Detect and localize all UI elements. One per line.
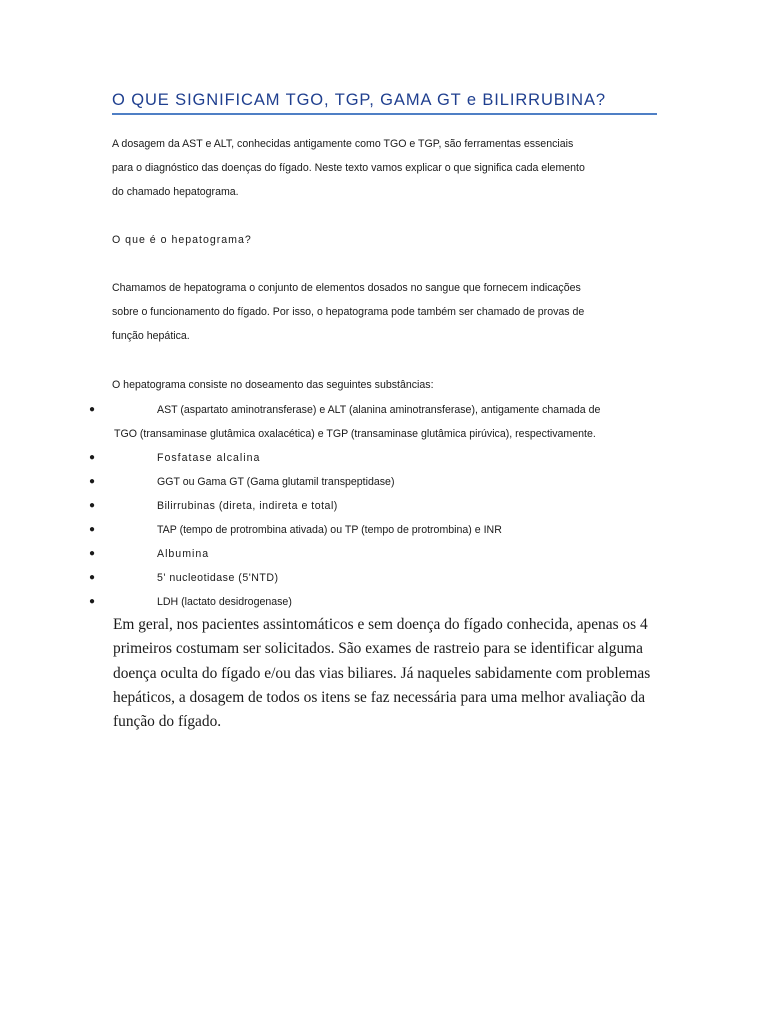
closing-line-1: Em geral, nos pacientes assintomáticos e sem doença do fígado conhecida, apenas os 4 — [113, 616, 648, 633]
list-item — [0, 566, 768, 590]
bullet-icon: ● — [89, 500, 96, 511]
bullet-icon: ● — [89, 524, 96, 535]
list-intro: O hepatograma consiste no doseamento das seguintes substâncias: — [112, 379, 434, 391]
document-title: O QUE SIGNIFICAM TGO, TGP, GAMA GT e BILIRRUBINA? — [112, 91, 657, 115]
section-question: O que é o hepatograma? — [112, 234, 252, 246]
list-item — [0, 542, 768, 566]
list-item-text: TAP (tempo de protrombina ativada) ou TP (tempo de protrombina) e INR — [157, 524, 502, 536]
closing-line-2: primeiros costumam ser solicitados. São exames de rastreio para se identificar alguma — [113, 640, 643, 658]
bullet-icon: ● — [89, 548, 96, 559]
list-item — [0, 590, 768, 614]
bullet-icon: ● — [89, 452, 96, 463]
closing-line-3: doença oculta do fígado e/ou das vias biliares. Já naqueles sabidamente com problemas — [113, 664, 651, 682]
list-item-text: Fosfatase alcalina — [157, 452, 261, 464]
definition-line-3: função hepática. — [112, 330, 190, 342]
list-item — [0, 446, 768, 470]
definition-line-2: sobre o funcionamento do fígado. Por isso, o hepatograma pode também ser chamado de provas de — [112, 306, 585, 318]
list-item-text: AST (aspartato aminotransferase) e ALT (alanina aminotransferase), antigamente chamada de — [157, 404, 601, 416]
list-item-text: LDH (lactato desidrogenase) — [157, 596, 292, 608]
list-item-text: Bilirrubinas (direta, indireta e total) — [157, 500, 338, 512]
list-item-text: Albumina — [157, 548, 210, 560]
list-item — [0, 494, 768, 518]
list-item-text: 5' nucleotidase (5'NTD) — [157, 572, 279, 584]
closing-paragraph — [113, 613, 658, 734]
list-item — [0, 518, 768, 542]
bullet-icon: ● — [89, 404, 96, 415]
list-item — [0, 398, 768, 446]
substance-list — [0, 398, 768, 614]
bullet-icon: ● — [89, 476, 96, 487]
bullet-icon: ● — [89, 572, 96, 583]
definition-line-1: Chamamos de hepatograma o conjunto de elementos dosados no sangue que fornecem indicações — [112, 282, 581, 294]
intro-line-3: do chamado hepatograma. — [112, 186, 239, 198]
intro-line-2: para o diagnóstico das doenças do fígado. Neste texto vamos explicar o que significa cada elemento — [112, 162, 585, 174]
closing-line-5: função do fígado. — [113, 713, 222, 731]
list-item-continuation: TGO (transaminase glutâmica oxalacética) e TGP (transaminase glutâmica pirúvica), respectivamente. — [114, 428, 596, 440]
list-item — [0, 470, 768, 494]
closing-line-4: hepáticos, a dosagem de todos os itens se faz necessária para uma melhor avaliação da — [113, 688, 646, 706]
list-item-text: GGT ou Gama GT (Gama glutamil transpeptidase) — [157, 476, 395, 488]
bullet-icon: ● — [89, 596, 96, 607]
intro-line-1: A dosagem da AST e ALT, conhecidas antigamente como TGO e TGP, são ferramentas essenciais — [112, 138, 574, 150]
